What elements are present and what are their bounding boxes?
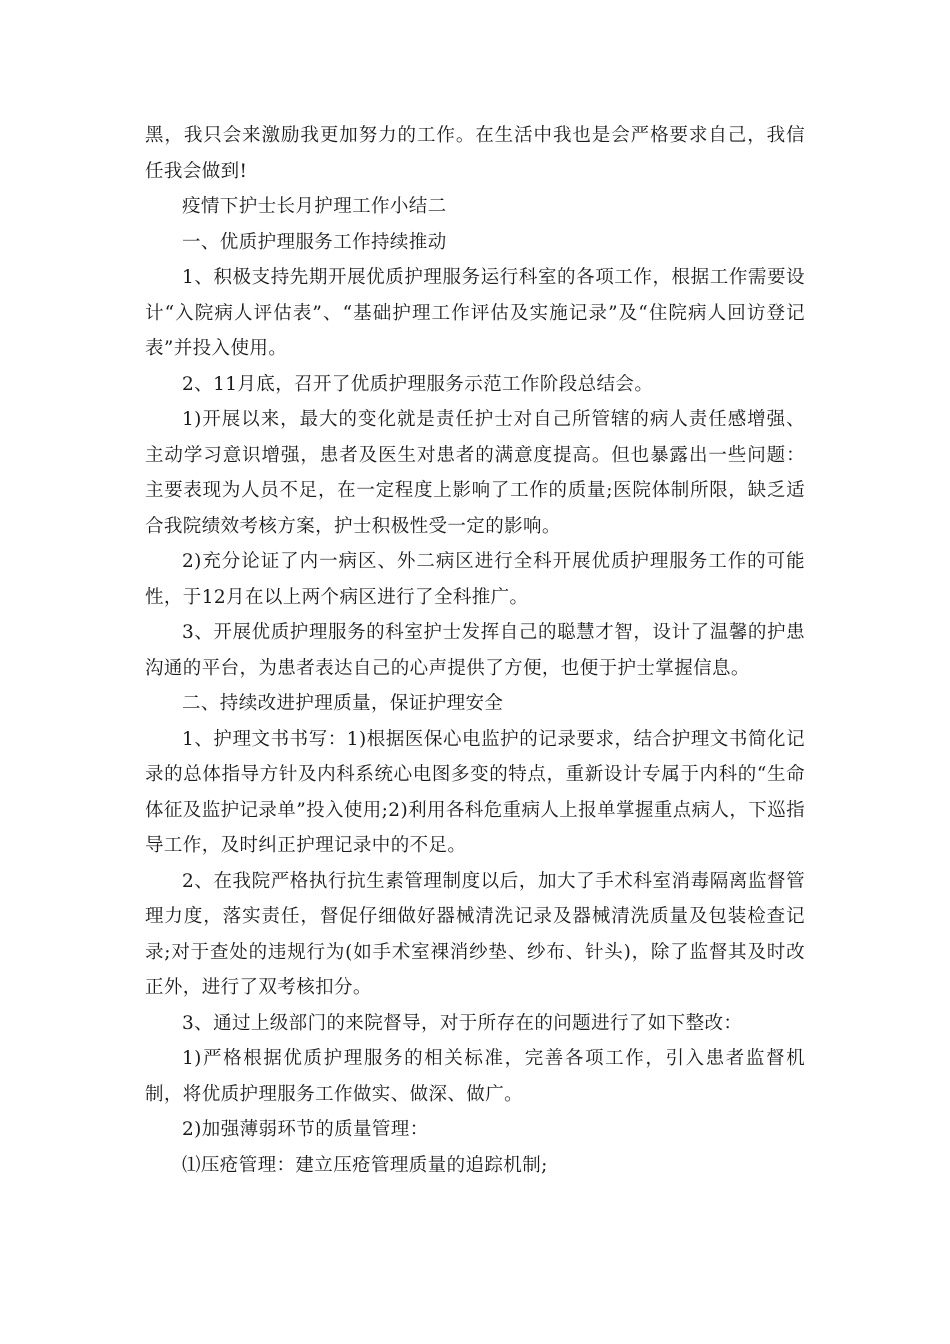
heading-one: 一、优质护理服务工作持续推动: [182, 231, 447, 253]
document-body: [145, 118, 805, 1183]
paragraph: 1)开展以来，最大的变化就是责任护士对自己所管辖的病人责任感增强、主动学习意识增强，患者及医生对患者的满意度提高。但也暴露出一些问题：主要表现为人员不足，在一定程度上影响了工作的质量;医院体制所限，缺乏适合我院绩效考核方案，护士积极性受一定的影响。: [145, 409, 805, 537]
section-title: 疫情下护士长月护理工作小结二: [182, 196, 447, 217]
paragraph: 1)严格根据优质护理服务的相关标准，完善各项工作，引入患者监督机制，将优质护理服务工作做实、做深、做广。: [145, 1048, 805, 1105]
paragraph-continuation: 黑，我只会来激励我更加努力的工作。在生活中我也是会严格要求自己，我信任我会做到!: [145, 125, 805, 182]
paragraph: ⑴压疮管理：建立压疮管理质量的追踪机制;: [182, 1154, 548, 1176]
paragraph: 1、积极支持先期开展优质护理服务运行科室的各项工作，根据工作需要设计“入院病人评估表”、“基础护理工作评估及实施记录”及“住院病人回访登记表”并投入使用。: [145, 267, 805, 359]
paragraph: 1、护理文书书写：1)根据医保心电监护的记录要求，结合护理文书简化记录的总体指导方针及内科系统心电图多变的特点，重新设计专属于内科的“生命体征及监护记录单”投入使用;2)利用各科危重病人上报单掌握重点病人，下巡指导工作，及时纠正护理记录中的不足。: [145, 728, 805, 856]
heading-two: 二、持续改进护理质量，保证护理安全: [182, 693, 504, 714]
paragraph: 2、11月底，召开了优质护理服务示范工作阶段总结会。: [182, 373, 654, 395]
paragraph: 2)充分论证了内一病区、外二病区进行全科开展优质护理服务工作的可能性，于12月在以上两个病区进行了全科推广。: [145, 551, 805, 608]
paragraph: 3、开展优质护理服务的科室护士发挥自己的聪慧才智，设计了温馨的护患沟通的平台，为患者表达自己的心声提供了方便，也便于护士掌握信息。: [145, 622, 805, 679]
paragraph: 2、在我院严格执行抗生素管理制度以后，加大了手术科室消毒隔离监督管理力度，落实责任，督促仔细做好器械清洗记录及器械清洗质量及包装检查记录;对于查处的违规行为(如手术室裸消纱垫、纱布、针头)，除了监督其及时改正外，进行了双考核扣分。: [145, 870, 805, 998]
paragraph: 2)加强薄弱环节的质量管理：: [182, 1119, 429, 1140]
paragraph: 3、通过上级部门的来院督导，对于所存在的问题进行了如下整改：: [182, 1012, 743, 1034]
